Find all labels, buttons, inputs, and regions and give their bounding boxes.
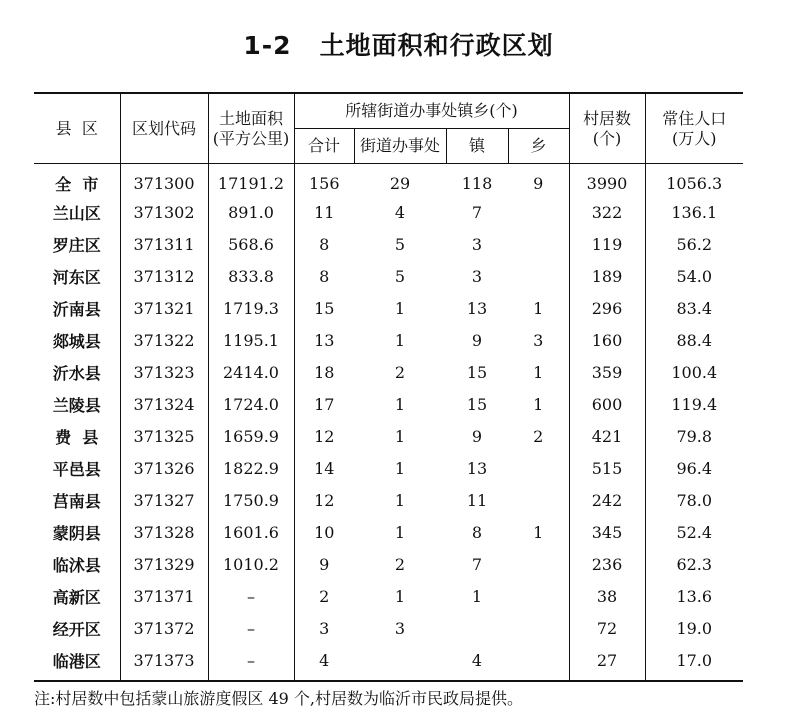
cell-area: 1719.3 (208, 292, 294, 324)
cell-subdistrict: 1 (394, 330, 406, 350)
cell-subdistrict: 1 (394, 426, 406, 446)
page-title (0, 26, 797, 62)
table-row (34, 452, 743, 484)
cell-subdistrict (354, 644, 446, 680)
cell-code: 371329 (120, 548, 208, 580)
cell-town: 13 (466, 298, 488, 318)
cell-town: 13 (466, 458, 488, 478)
cell-population: 100.4 (645, 356, 743, 388)
cell-township: 1 (533, 394, 544, 414)
table-row (34, 644, 743, 680)
cell-county: 沂水县 (52, 363, 101, 383)
cell-township (508, 260, 569, 292)
cell-villages: 27 (569, 644, 645, 680)
cell-villages: 359 (569, 356, 645, 388)
table-row (34, 484, 743, 516)
header-villages (569, 94, 645, 164)
cell-villages: 242 (569, 484, 645, 516)
header-area (208, 94, 294, 164)
cell-total: 12 (294, 420, 354, 452)
header-population-line2: (万人) (672, 128, 717, 148)
cell-total: 11 (294, 196, 354, 228)
table-body (34, 164, 743, 681)
cell-villages: 160 (569, 324, 645, 356)
cell-population: 52.4 (645, 516, 743, 548)
header-total: 合计 (294, 129, 354, 164)
cell-subdistrict: 2 (394, 554, 406, 574)
cell-villages: 119 (569, 228, 645, 260)
cell-subdistrict: 5 (394, 234, 406, 254)
cell-township: 1 (533, 522, 544, 542)
cell-total: 15 (294, 292, 354, 324)
cell-total: 8 (294, 260, 354, 292)
cell-villages: 189 (569, 260, 645, 292)
cell-town: 15 (466, 394, 488, 414)
cell-code: 371300 (120, 164, 208, 197)
cell-town: 3 (471, 266, 483, 286)
cell-total: 14 (294, 452, 354, 484)
cell-town: 7 (471, 554, 483, 574)
cell-county: 河东区 (52, 267, 101, 287)
cell-total: 13 (294, 324, 354, 356)
cell-area: 1195.1 (208, 324, 294, 356)
cell-town: 118 (461, 173, 493, 193)
cell-subdistrict: 1 (394, 522, 406, 542)
cell-population: 136.1 (645, 196, 743, 228)
cell-villages: 72 (569, 612, 645, 644)
cell-township (508, 452, 569, 484)
cell-subdistrict: 1 (394, 298, 406, 318)
cell-area: 833.8 (208, 260, 294, 292)
cell-total: 2 (294, 580, 354, 612)
cell-county: 平邑县 (52, 459, 101, 479)
cell-county: 兰山区 (52, 203, 101, 223)
cell-county: 郯城县 (52, 331, 101, 351)
cell-township (508, 644, 569, 680)
table-row (34, 612, 743, 644)
data-table (34, 94, 743, 680)
cell-township (508, 612, 569, 644)
table-header (34, 94, 743, 164)
header-area-line2: (平方公里) (212, 128, 290, 148)
cell-code: 371373 (120, 644, 208, 680)
table-row (34, 388, 743, 420)
header-county: 县 区 (34, 94, 120, 164)
cell-code: 371311 (120, 228, 208, 260)
cell-population: 83.4 (645, 292, 743, 324)
cell-code: 371324 (120, 388, 208, 420)
cell-subdistrict: 5 (394, 266, 406, 286)
cell-population: 79.8 (645, 420, 743, 452)
cell-county: 经开区 (52, 619, 101, 639)
cell-town: 1 (471, 586, 483, 606)
header-town: 镇 (446, 129, 508, 164)
cell-villages: 38 (569, 580, 645, 612)
cell-total: 17 (294, 388, 354, 420)
cell-population: 13.6 (645, 580, 743, 612)
cell-total: 18 (294, 356, 354, 388)
cell-population: 119.4 (645, 388, 743, 420)
cell-area: – (208, 612, 294, 644)
header-villages-line1: 村居数 (582, 108, 631, 128)
header-subdistrict: 街道办事处 (354, 129, 446, 164)
table-row (34, 260, 743, 292)
footnote: 注:村居数中包括蒙山旅游度假区 49 个,村居数为临沂市民政局提供。 (34, 689, 524, 708)
cell-population: 1056.3 (645, 164, 743, 197)
cell-area: 1822.9 (208, 452, 294, 484)
cell-area: 568.6 (208, 228, 294, 260)
cell-villages: 345 (569, 516, 645, 548)
cell-township (508, 548, 569, 580)
header-villages-line2: (个) (592, 128, 622, 148)
cell-villages: 421 (569, 420, 645, 452)
cell-subdistrict: 4 (394, 202, 406, 222)
cell-county: 费 县 (55, 427, 99, 447)
cell-area: – (208, 644, 294, 680)
cell-villages: 515 (569, 452, 645, 484)
cell-county: 全 市 (55, 174, 99, 194)
cell-villages: 322 (569, 196, 645, 228)
data-table-frame (34, 92, 743, 682)
cell-township: 3 (533, 330, 544, 350)
cell-town: 9 (471, 426, 483, 446)
cell-code: 371328 (120, 516, 208, 548)
cell-code: 371312 (120, 260, 208, 292)
table-row (34, 516, 743, 548)
header-population-line1: 常住人口 (662, 108, 727, 128)
cell-area: – (208, 580, 294, 612)
cell-code: 371325 (120, 420, 208, 452)
cell-county: 高新区 (52, 587, 101, 607)
cell-town: 9 (471, 330, 483, 350)
cell-subdistrict: 1 (394, 490, 406, 510)
cell-population: 54.0 (645, 260, 743, 292)
cell-county: 兰陵县 (52, 395, 101, 415)
cell-code: 371323 (120, 356, 208, 388)
cell-town: 11 (466, 490, 488, 510)
cell-subdistrict: 29 (389, 173, 411, 193)
cell-township: 2 (533, 426, 544, 446)
cell-township (508, 196, 569, 228)
table-row (34, 164, 743, 197)
cell-total: 12 (294, 484, 354, 516)
cell-township: 9 (533, 173, 544, 193)
cell-population: 78.0 (645, 484, 743, 516)
cell-total: 8 (294, 228, 354, 260)
cell-villages: 296 (569, 292, 645, 324)
cell-code: 371327 (120, 484, 208, 516)
cell-subdistrict: 3 (394, 618, 406, 638)
cell-township (508, 580, 569, 612)
table-row (34, 324, 743, 356)
header-code: 区划代码 (120, 94, 208, 164)
cell-total: 4 (294, 644, 354, 680)
cell-town: 8 (471, 522, 483, 542)
cell-area: 891.0 (208, 196, 294, 228)
cell-county: 临港区 (52, 651, 101, 671)
cell-code: 371326 (120, 452, 208, 484)
cell-subdistrict: 1 (394, 586, 406, 606)
cell-county: 沂南县 (52, 299, 101, 319)
cell-code: 371322 (120, 324, 208, 356)
cell-county: 罗庄区 (52, 235, 101, 255)
cell-area: 1724.0 (208, 388, 294, 420)
header-township: 乡 (508, 129, 569, 164)
table-row (34, 548, 743, 580)
cell-total: 156 (294, 164, 354, 197)
cell-area: 17191.2 (208, 164, 294, 197)
header-population (645, 94, 743, 164)
cell-township (508, 228, 569, 260)
table-row (34, 292, 743, 324)
cell-villages: 600 (569, 388, 645, 420)
cell-total: 9 (294, 548, 354, 580)
table-row (34, 228, 743, 260)
cell-town: 3 (471, 234, 483, 254)
cell-township (508, 484, 569, 516)
cell-subdistrict: 1 (394, 458, 406, 478)
cell-population: 96.4 (645, 452, 743, 484)
cell-town: 15 (466, 362, 488, 382)
cell-area: 2414.0 (208, 356, 294, 388)
cell-population: 19.0 (645, 612, 743, 644)
table-row (34, 196, 743, 228)
cell-code: 371321 (120, 292, 208, 324)
cell-population: 56.2 (645, 228, 743, 260)
header-area-line1: 土地面积 (218, 108, 283, 128)
cell-county: 临沭县 (52, 555, 101, 575)
cell-code: 371372 (120, 612, 208, 644)
table-number: 1-2 (243, 31, 292, 60)
table-title: 土地面积和行政区划 (319, 31, 554, 60)
cell-subdistrict: 1 (394, 394, 406, 414)
cell-total: 3 (294, 612, 354, 644)
table-row (34, 356, 743, 388)
cell-code: 371371 (120, 580, 208, 612)
cell-town: 7 (471, 202, 483, 222)
cell-villages: 3990 (569, 164, 645, 197)
cell-population: 17.0 (645, 644, 743, 680)
cell-town (446, 612, 508, 644)
table-row (34, 420, 743, 452)
cell-county: 蒙阴县 (52, 523, 101, 543)
cell-town: 4 (471, 650, 483, 670)
cell-area: 1750.9 (208, 484, 294, 516)
cell-township: 1 (533, 298, 544, 318)
table-row (34, 580, 743, 612)
cell-area: 1659.9 (208, 420, 294, 452)
cell-county: 莒南县 (52, 491, 101, 511)
cell-population: 62.3 (645, 548, 743, 580)
header-group: 所辖街道办事处镇乡(个) (294, 94, 569, 129)
cell-subdistrict: 2 (394, 362, 406, 382)
cell-township: 1 (533, 362, 544, 382)
cell-population: 88.4 (645, 324, 743, 356)
cell-area: 1601.6 (208, 516, 294, 548)
cell-total: 10 (294, 516, 354, 548)
cell-villages: 236 (569, 548, 645, 580)
cell-area: 1010.2 (208, 548, 294, 580)
cell-code: 371302 (120, 196, 208, 228)
